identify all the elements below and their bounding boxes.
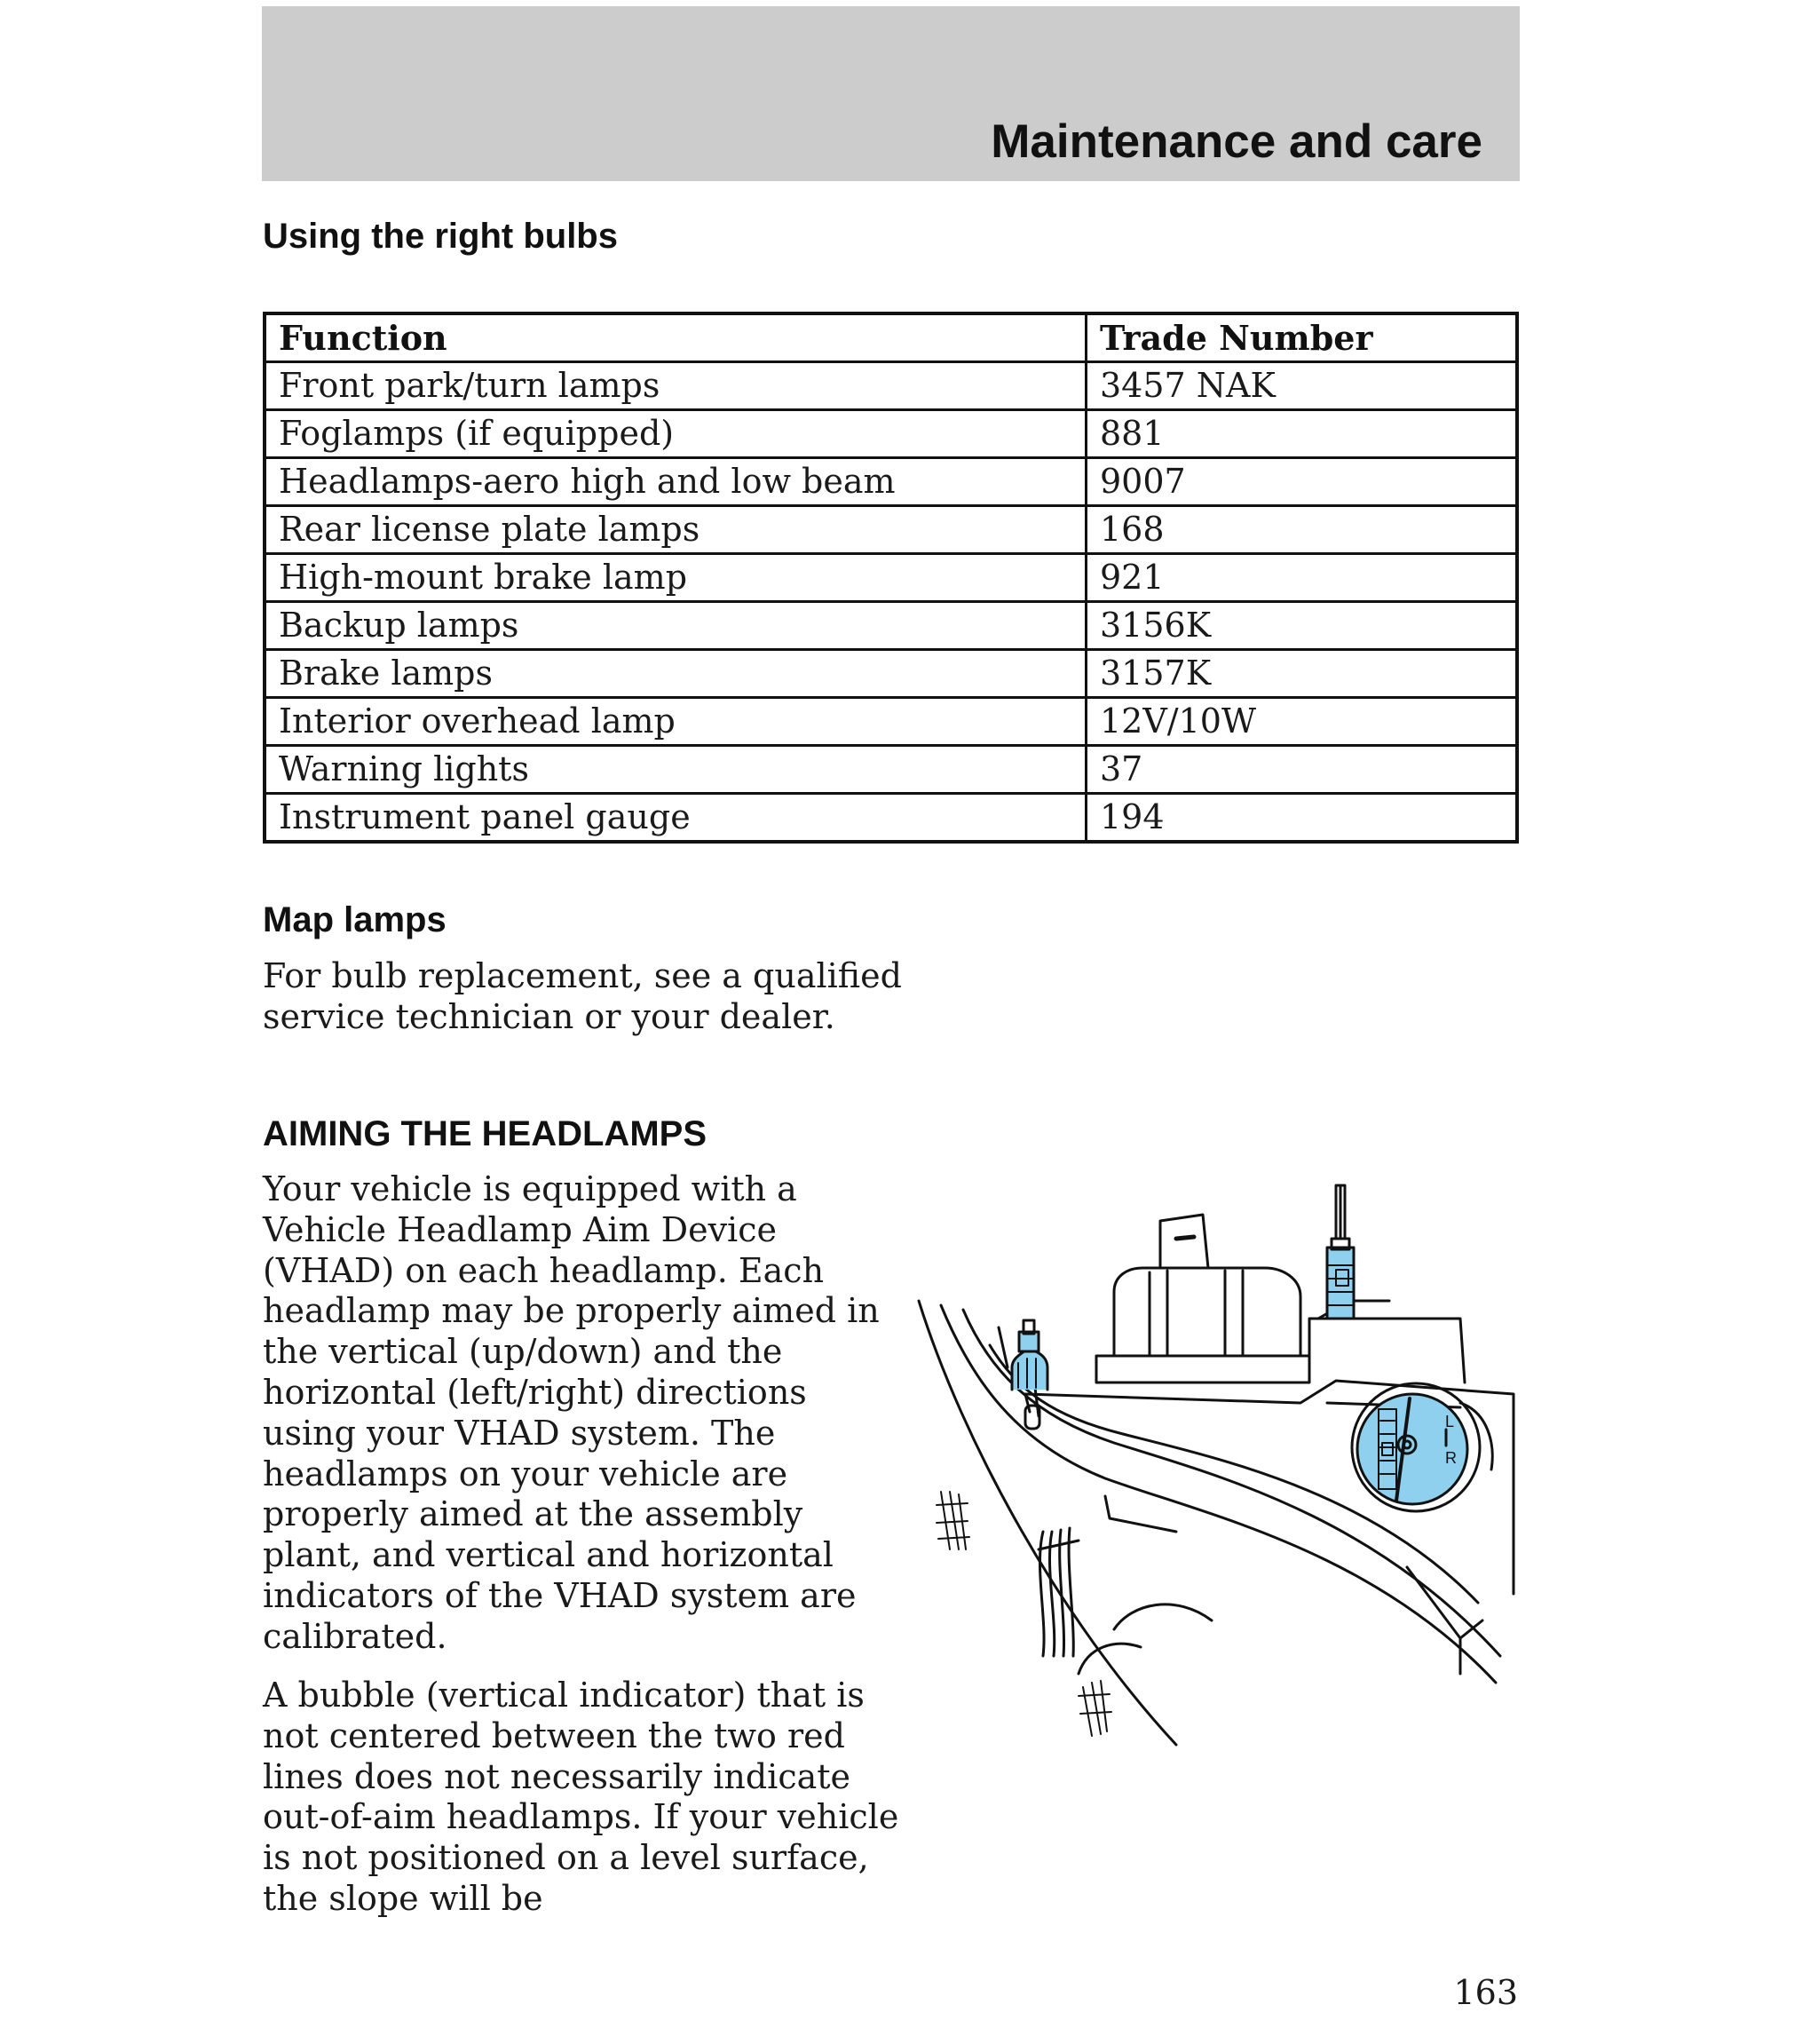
table-row bbox=[265, 458, 1517, 506]
trade-number-cell: 12V/10W bbox=[1087, 698, 1518, 746]
trade-number-cell: 3157K bbox=[1087, 650, 1518, 698]
function-cell: Instrument panel gauge bbox=[265, 794, 1087, 843]
function-cell: Headlamps-aero high and low beam bbox=[265, 458, 1087, 506]
column-header-trade-number: Trade Number bbox=[1087, 313, 1518, 362]
bulbs-heading: Using the right bulbs bbox=[263, 217, 618, 256]
table-row bbox=[265, 650, 1517, 698]
function-cell: Brake lamps bbox=[265, 650, 1087, 698]
trade-number-cell: 3457 NAK bbox=[1087, 362, 1518, 410]
map-lamps-paragraph: For bulb replacement, see a qualified service technician or your dealer. bbox=[263, 956, 902, 1036]
function-cell: Backup lamps bbox=[265, 602, 1087, 650]
function-cell: Rear license plate lamps bbox=[265, 506, 1087, 554]
page-section-title: Maintenance and care bbox=[991, 115, 1482, 168]
table-row bbox=[265, 794, 1517, 843]
function-cell: Foglamps (if equipped) bbox=[265, 410, 1087, 458]
trade-number-cell: 168 bbox=[1087, 506, 1518, 554]
aiming-paragraph-2: A bubble (vertical indicator) that is not centered between the two red lines does not necessarily indicate out-of-aim headlamps. If your vehicle is not positioned on a level surface, the slope will be bbox=[263, 1676, 899, 1918]
table-row bbox=[265, 602, 1517, 650]
dial-label-right: R bbox=[1445, 1449, 1457, 1467]
map-lamps-heading: Map lamps bbox=[263, 900, 447, 939]
page-number: 163 bbox=[1453, 1973, 1518, 2012]
table-row bbox=[265, 362, 1517, 410]
aiming-paragraph-1: Your vehicle is equipped with a Vehicle Headlamp Aim Device (VHAD) on each headlamp. Each headlamp may be properly aimed in the vertical (up/down) and the horizontal (left/right) directions using your VHAD system. The headlamps on your vehicle are properly aimed at the assembly plant, and vertical and horizontal indicators of the VHAD system are calibrated. bbox=[263, 1169, 880, 1656]
trade-number-cell: 3156K bbox=[1087, 602, 1518, 650]
header-band bbox=[262, 6, 1520, 181]
bulb-table bbox=[263, 312, 1519, 844]
trade-number-cell: 9007 bbox=[1087, 458, 1518, 506]
trade-number-cell: 921 bbox=[1087, 554, 1518, 602]
table-row bbox=[265, 698, 1517, 746]
function-cell: Front park/turn lamps bbox=[265, 362, 1087, 410]
column-header-function: Function bbox=[265, 313, 1087, 362]
headlamp-vhad-illustration bbox=[910, 1176, 1522, 1754]
function-cell: Interior overhead lamp bbox=[265, 698, 1087, 746]
function-cell: High-mount brake lamp bbox=[265, 554, 1087, 602]
trade-number-cell: 37 bbox=[1087, 746, 1518, 794]
table-header-row bbox=[265, 313, 1517, 362]
table-row bbox=[265, 410, 1517, 458]
function-cell: Warning lights bbox=[265, 746, 1087, 794]
table-row bbox=[265, 746, 1517, 794]
table-row bbox=[265, 554, 1517, 602]
trade-number-cell: 881 bbox=[1087, 410, 1518, 458]
trade-number-cell: 194 bbox=[1087, 794, 1518, 843]
dial-label-left: L bbox=[1445, 1413, 1455, 1430]
table-row bbox=[265, 506, 1517, 554]
aiming-headlamps-heading: AIMING THE HEADLAMPS bbox=[263, 1114, 707, 1153]
